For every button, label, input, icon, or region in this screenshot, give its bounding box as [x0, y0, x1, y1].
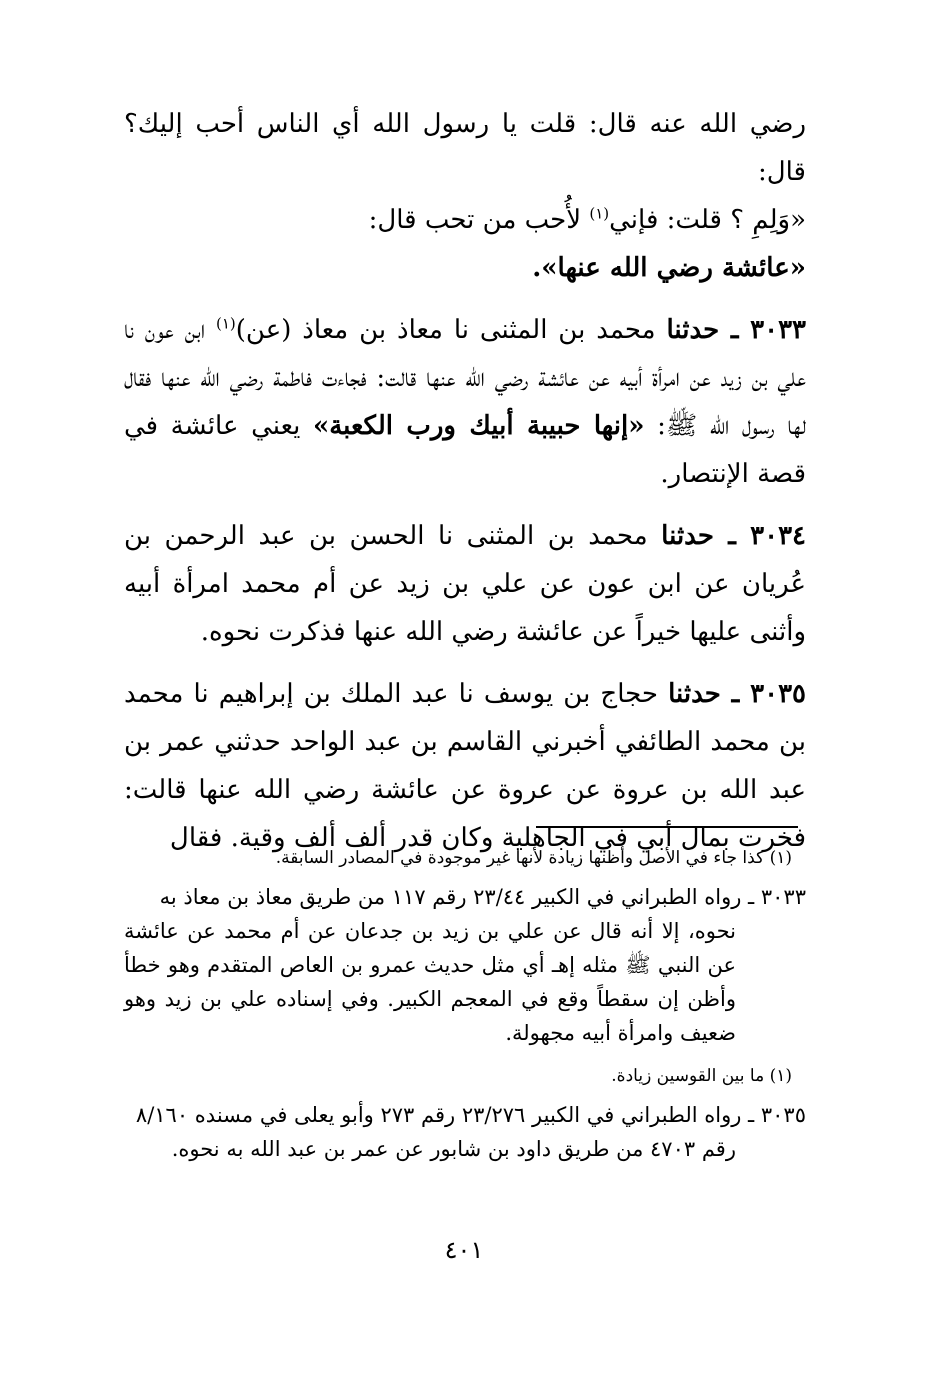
hadith-number: ٣٠٣٣ ـ حدثنا: [666, 315, 806, 345]
footnote-ref: (١): [216, 314, 236, 333]
note-3033-cont: نحوه، إلا أنه قال عن علي بن زيد بن جدعان عن أم محمد عن عائشة عن النبي ﷺ مثله إهـ أي مثل حديث عمرو بن العاص المتقدم وهو خطأ وأظن إن سقطاً وقع في المعجم الكبير. وفي إسناده علي بن زيد وهو ضعيف وامرأة أبيه مجهولة.: [124, 919, 736, 1045]
footnote-1a: (١) كذا جاء في الأصل وأظنها زيادة لأنها غير موجودة في المصادر السابقة.: [275, 848, 792, 868]
intro-line-2: [124, 196, 806, 244]
hadith-text: حجاج بن يوسف نا عبد الملك بن إبراهيم نا محمد بن محمد الطائفي أخبرني القاسم بن عبد الواحد حدثني عمر بن عبد الله بن عروة عن عروة عن عائشة رضي الله عنها قالت: فخرت بمال أبي في الجاهلية وكان قدر ألف ألف وقية. فقال: [124, 679, 806, 853]
hadith-text: محمد بن المثنى نا الحسن بن عبد الرحمن بن عُريان عن ابن عون عن علي بن زيد عن أم محمد امرأة أبيه وأثنى عليها خيراً عن عائشة رضي الله عنها فذكرت نحوه.: [124, 521, 806, 647]
footnote-divider: [536, 826, 798, 828]
footnote-1b: (١) ما بين القوسين زيادة.: [611, 1066, 792, 1086]
hadith-3033: [124, 306, 806, 498]
note-3035-line-1: ٣٠٣٥ ـ رواه الطبراني في الكبير ٢٣/٢٧٦ رقم ٢٧٣ وأبو يعلى في مسنده ٨/١٦٠: [135, 1103, 806, 1127]
intro-line-2-text-b: لأُحب من تحب قال:: [368, 205, 590, 235]
note-3035-cont: رقم ٤٧٠٣ من طريق داود بن شابور عن عمر بن عبد الله به نحوه.: [171, 1137, 736, 1161]
footnote-ref: (١): [589, 204, 610, 223]
intro-quote: «عائشة رضي الله عنها».: [532, 253, 806, 283]
main-text: [124, 100, 806, 862]
intro-line-2-text: «وَلِمِ ؟ قلت: فإني: [609, 205, 806, 235]
hadith-3034: [124, 512, 806, 656]
note-3035: [124, 1098, 806, 1166]
page-number: ٤٠١: [444, 1236, 484, 1264]
hadith-text: محمد بن المثنى نا معاذ بن معاذ (عن): [235, 315, 667, 345]
hadith-number: ٣٠٣٥ ـ حدثنا: [668, 679, 806, 709]
hadith-3035: [124, 670, 806, 862]
hadith-text: ابن عون نا علي بن زيد عن امرأة أبيه عن عائشة رضي الله عنها قالت: فجاءت فاطمة رضي الله عنها فقال لها رسول الله ﷺ:: [124, 315, 807, 441]
intro-line-1: [124, 100, 806, 196]
note-3033: [124, 880, 806, 1050]
intro-line-3: [124, 244, 806, 292]
intro-line-1-text: رضي الله عنه قال: قلت يا رسول الله أي الناس أحب إليك؟ قال:: [124, 109, 806, 187]
note-3033-line-1: ٣٠٣٣ ـ رواه الطبراني في الكبير ٢٣/٤٤ رقم ١١٧ من طريق معاذ بن معاذ به: [159, 885, 806, 909]
hadith-quote: «إنها حبيبة أبيك ورب الكعبة»: [312, 411, 645, 441]
hadith-text: يعني عائشة في قصة الإنتصار.: [124, 411, 806, 489]
footnotes: [124, 842, 806, 1166]
hadith-number: ٣٠٣٤ ـ حدثنا: [661, 521, 806, 551]
